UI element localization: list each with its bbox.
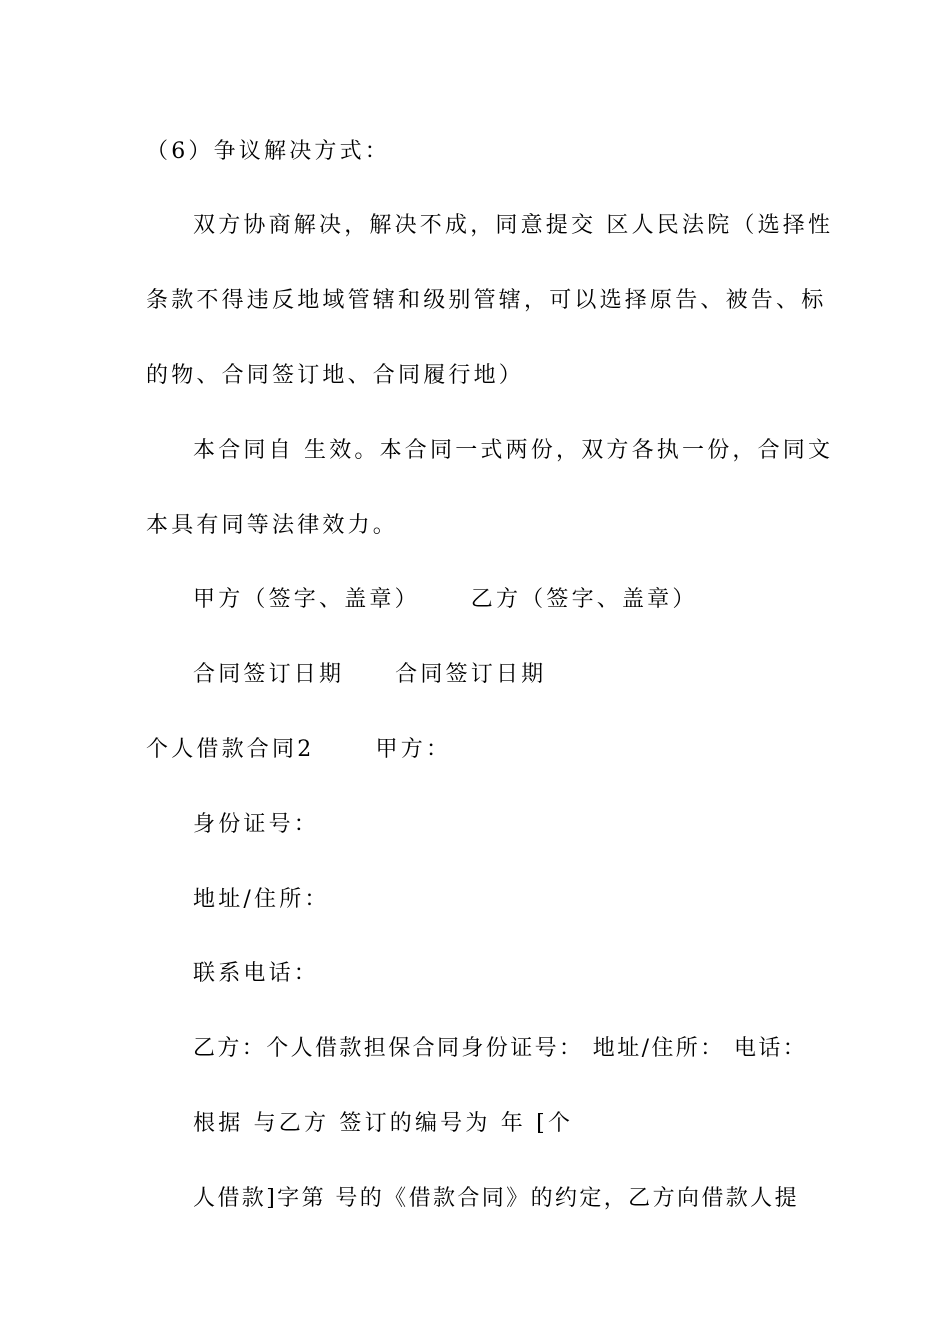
contract-2-heading: 个人借款合同2 甲方：	[146, 737, 452, 762]
basis-text-line-2: 人借款]字第 号的《借款合同》的约定，乙方向借款人提	[193, 1186, 799, 1211]
party-a-phone-field: 联系电话：	[193, 961, 320, 986]
party-a-address-field: 地址/住所：	[193, 887, 330, 912]
effect-text-line-2: 本具有同等法律效力。	[146, 513, 399, 538]
clause-6-heading: （6）争议解决方式：	[146, 139, 390, 164]
basis-text-line-1: 根据 与乙方 签订的编号为 年 [个	[193, 1111, 574, 1136]
effect-text-line-1: 本合同自 生效。本合同一式两份，双方各执一份，合同文	[193, 438, 834, 463]
signature-line: 甲方（签字、盖章） 乙方（签字、盖章）	[193, 587, 698, 612]
signing-date-line: 合同签订日期 合同签订日期	[193, 662, 547, 687]
party-a-id-field: 身份证号：	[193, 812, 320, 837]
dispute-text-line-1: 双方协商解决，解决不成，同意提交 区人民法院（选择性	[193, 213, 834, 238]
dispute-text-line-2: 条款不得违反地域管辖和级别管辖，可以选择原告、被告、标	[146, 288, 827, 313]
dispute-text-line-3: 的物、合同签订地、合同履行地）	[146, 363, 525, 388]
party-b-info-line: 乙方：个人借款担保合同身份证号： 地址/住所： 电话：	[193, 1036, 808, 1061]
